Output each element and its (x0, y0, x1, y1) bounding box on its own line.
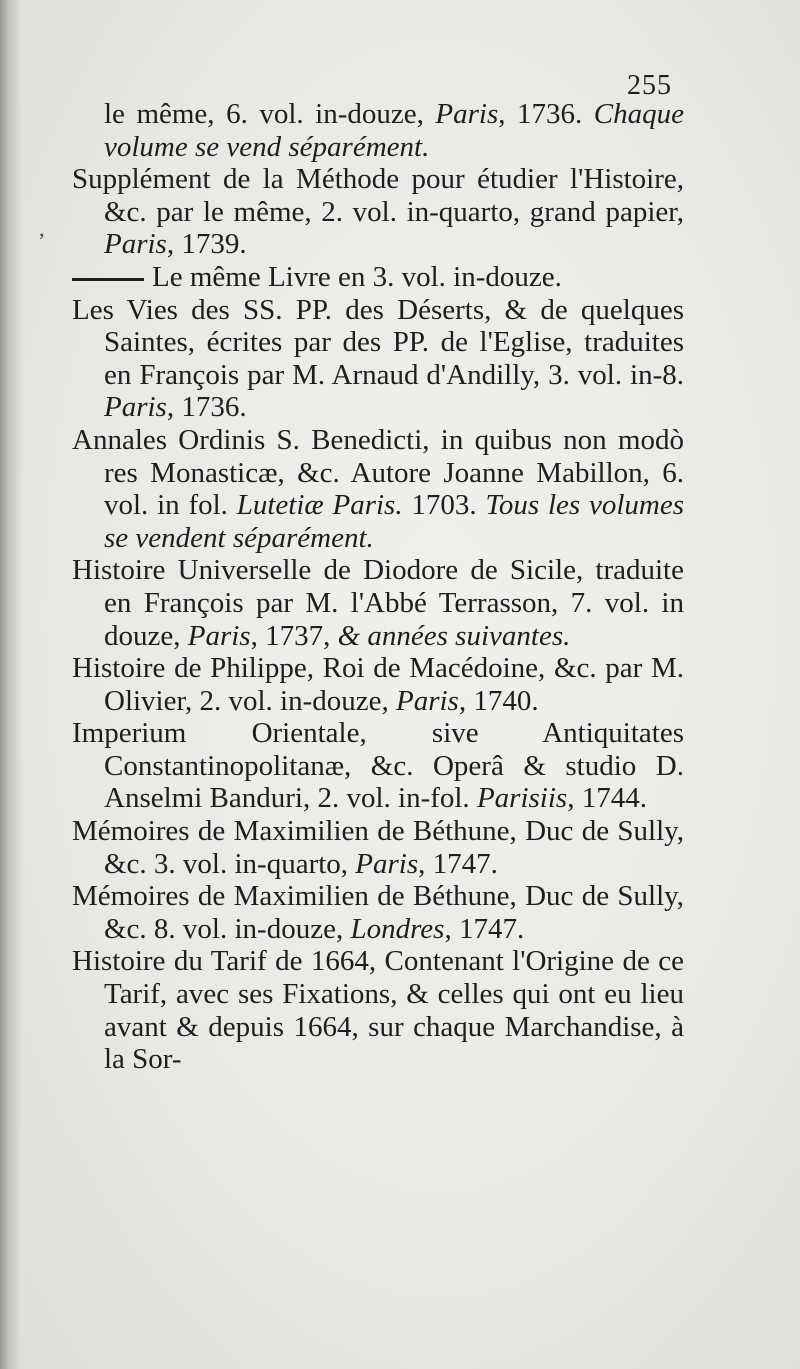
catalogue-entry (72, 945, 684, 1075)
entry-text-italic: Londres (350, 912, 445, 945)
entry-text: , 1744. (567, 782, 647, 815)
catalogue-entry (72, 717, 684, 815)
entry-text: Imperium Orientale, sive Antiquitates Constantinopolitanæ, &c. Operâ & studio D. Anselmi Banduri, 2. vol. in-fol. (72, 717, 684, 815)
entry-text: 1703. (402, 489, 486, 522)
entry-text: Histoire du Tarif de 1664, Contenant l'Origine de ce Tarif, avec ses Fixations, & celles qui ont eu lieu avant & depuis 1664, sur chaque Marchandise, à la Sor- (72, 945, 684, 1076)
catalogue-entry (72, 880, 684, 945)
entry-text: Le même Livre en 3. vol. in-douze. (152, 260, 562, 293)
entry-text-italic: Tous les volumes se vendent séparément. (104, 489, 685, 554)
margin-mark: ‚ (38, 216, 46, 241)
catalogue-entry (72, 652, 684, 717)
entry-text: Mémoires de Maximilien de Béthune, Duc de Sully, &c. 8. vol. in-douze, (72, 880, 684, 945)
entry-text-italic: Parisiis (476, 782, 568, 815)
entry-text-italic: Paris (435, 98, 499, 130)
entry-text: , 1747. (444, 912, 525, 945)
entry-text-italic: Paris (355, 847, 419, 880)
catalogue-entry (72, 815, 684, 880)
entry-text-italic: Lutetiæ Paris. (236, 489, 403, 522)
ditto-rule (72, 278, 144, 281)
entry-text-italic: Paris (104, 391, 167, 424)
entry-text: , 1737, (250, 619, 338, 652)
catalogue-entry (72, 163, 684, 261)
catalogue-entry (72, 261, 684, 294)
entry-text: , 1736. (498, 98, 594, 130)
entry-text: Annales Ordinis S. Benedicti, in quibus non modò res Monasticæ, &c. Autore Joanne Mabillon, 6. vol. in fol. (72, 423, 684, 522)
entry-text: Histoire de Philippe, Roi de Macédoine, &c. par M. Olivier, 2. vol. in-douze, (72, 652, 684, 717)
entry-text-italic: & années suivantes. (337, 619, 571, 652)
entry-text: Supplément de la Méthode pour étudier l'Histoire, &c. par le même, 2. vol. in-quarto, grand papier, (72, 163, 684, 228)
entry-text-italic: Paris (104, 228, 167, 261)
catalogue-entry (72, 294, 684, 424)
catalogue-entry-continued (72, 98, 684, 163)
entry-text: , 1740. (458, 684, 539, 717)
catalogue-entry (72, 554, 684, 652)
book-spine-shadow (0, 0, 22, 1369)
entry-text: Les Vies des SS. PP. des Déserts, & de quelques Saintes, écrites par des PP. de l'Eglise, traduites en François par M. Arnaud d'Andilly, 3. vol. in-8. (72, 293, 684, 391)
entry-text: , 1736. (166, 391, 247, 424)
entry-text-italic: Paris (396, 684, 459, 717)
entry-text: le même, 6. vol. in-douze, (104, 98, 436, 130)
entry-text: Mémoires de Maximilien de Béthune, Duc de Sully, &c. 3. vol. in-quarto, (72, 815, 684, 880)
catalogue-entry (72, 424, 684, 554)
catalogue-text (72, 98, 684, 1076)
entry-text-italic: Chaque volume se vend séparément. (104, 98, 684, 163)
entry-text: , 1739. (166, 228, 247, 261)
entry-text: Histoire Universelle de Diodore de Sicile, traduite en François par M. l'Abbé Terrasson, 7. vol. in douze, (72, 554, 684, 652)
page-number: 255 (627, 70, 672, 101)
entry-text-italic: Paris (187, 619, 251, 652)
entry-text: , 1747. (418, 847, 498, 880)
